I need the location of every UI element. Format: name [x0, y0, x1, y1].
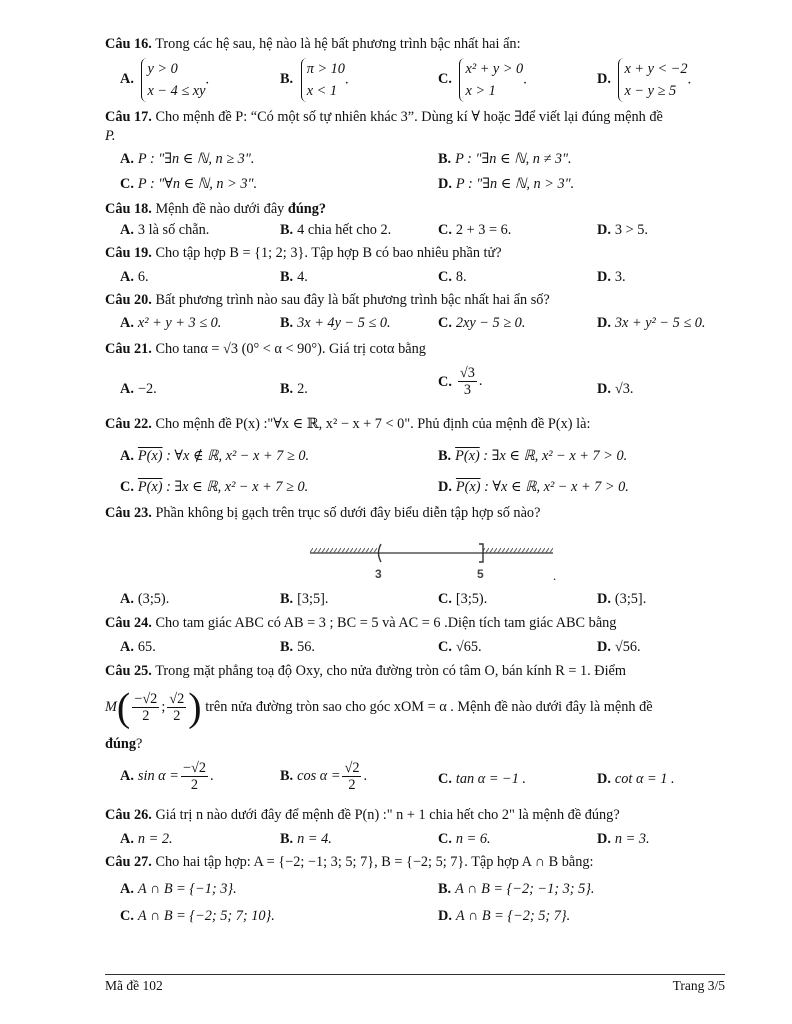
question-20: Câu 20. Bất phương trình nào sau đây là bất phương trình bậc nhất hai ẩn số?: [105, 292, 550, 308]
question-27: Câu 27. Cho hai tập hợp: A = {−2; −1; 3; 5; 7}, B = {−2; 5; 7}. Tập hợp A ∩ B bằng:: [105, 854, 594, 870]
question-23: Câu 23. Phần không bị gạch trên trục số dưới đây biểu diễn tập hợp số nào?: [105, 505, 541, 521]
option-18c: C. 2 + 3 = 6.: [438, 222, 512, 238]
question-24: Câu 24. Cho tam giác ABC có AB = 3 ; BC = 5 và AC = 6 .Diện tích tam giác ABC bằng: [105, 615, 617, 631]
hatched-left: [310, 548, 378, 553]
option-20b: B. 3x + 4y − 5 ≤ 0.: [280, 315, 391, 331]
question-16: [105, 35, 725, 53]
option-26d: D. n = 3.: [597, 831, 650, 847]
option-23b: B. [3;5].: [280, 591, 329, 607]
question-17: Câu 17. Cho mệnh đề P: “Có một số tự nhiên khác 3”. Dùng kí ∀ hoặc ∃để viết lại đúng mệnh đề: [105, 109, 663, 125]
option-21b: B. 2.: [280, 381, 308, 397]
option-21c: C. $\frac{√3}{3}$ .: [438, 365, 483, 398]
fraction: $\frac{√3}{3}$: [459, 365, 475, 398]
option-21a: A. −2.: [120, 381, 157, 397]
hatched-right: [483, 548, 553, 553]
option-16a: A. y > 0 x − 4 ≤ xy .: [120, 58, 209, 102]
option-24a: A. 65.: [120, 639, 156, 655]
option-16c: C. x² + y > 0 x > 1 .: [438, 58, 527, 102]
option-19c: C. 8.: [438, 269, 467, 285]
option-24c: C. √65.: [438, 639, 482, 655]
option-23a: A. (3;5).: [120, 591, 170, 607]
inequality-system: y > 0 x − 4 ≤ xy: [141, 58, 205, 102]
question-18: Câu 18. Mệnh đề nào dưới đây đúng?: [105, 201, 327, 217]
option-23d: D. (3;5].: [597, 591, 647, 607]
question-text: Trong các hệ sau, hệ nào là hệ bất phương trình bậc nhất hai ẩn:: [151, 36, 521, 52]
option-26b: B. n = 4.: [280, 831, 332, 847]
option-27c: C. A ∩ B = {−2; 5; 7; 10}.: [120, 908, 275, 924]
question-22: Câu 22. Cho mệnh đề P(x) :"∀x ∈ ℝ, x² − x + 7 < 0". Phủ định của mệnh đề P(x) là:: [105, 416, 591, 432]
option-18d: D. 3 > 5.: [597, 222, 648, 238]
exam-code: Mã đề 102: [105, 978, 163, 993]
option-22c: C. P(x) : ∃x ∈ ℝ, x² − x + 7 ≥ 0.: [120, 479, 309, 495]
option-25b: B. cos α = $\frac{√2}{2}$ .: [280, 760, 368, 793]
option-27a: A. A ∩ B = {−1; 3}.: [120, 881, 237, 897]
svg-text:.: .: [553, 568, 557, 583]
option-24d: D. √56.: [597, 639, 641, 655]
option-26c: C. n = 6.: [438, 831, 491, 847]
number-line-figure: [305, 536, 565, 584]
option-20c: C. 2xy − 5 ≥ 0.: [438, 315, 526, 331]
question-21: Câu 21. Cho tanα = √3 (0° < α < 90°). Giá trị cotα bằng: [105, 341, 426, 357]
option-17c: C. P : "∀n ∈ ℕ, n > 3".: [120, 176, 258, 192]
option-18b: B. 4 chia hết cho 2.: [280, 222, 392, 238]
option-23c: C. [3;5).: [438, 591, 488, 607]
option-22b: B. P(x) : ∃x ∈ ℝ, x² − x + 7 > 0.: [438, 448, 628, 464]
option-27d: D. A ∩ B = {−2; 5; 7}.: [438, 908, 571, 924]
inequality-system: π > 10 x < 1: [301, 58, 345, 102]
question-19: Câu 19. Cho tập hợp B = {1; 2; 3}. Tập hợp B có bao nhiêu phần tử?: [105, 245, 502, 261]
option-24b: B. 56.: [280, 639, 315, 655]
option-19b: B. 4.: [280, 269, 308, 285]
page-number: Trang 3/5: [672, 978, 725, 993]
tick-label-5: 5: [477, 567, 484, 581]
option-19d: D. 3.: [597, 269, 626, 285]
option-17b: B. P : "∃n ∈ ℕ, n ≠ 3".: [438, 151, 572, 167]
option-20d: D. 3x + y² − 5 ≤ 0.: [597, 315, 706, 331]
question-25: Câu 25. Trong mặt phẳng toạ độ Oxy, cho nửa đường tròn có tâm O, bán kính R = 1. Điểm: [105, 663, 627, 679]
option-18a: A. 3 là số chẵn.: [120, 222, 210, 238]
option-25d: D. cot α = 1 .: [597, 771, 675, 787]
option-16d: D. x + y < −2 x − y ≥ 5 .: [597, 58, 691, 102]
option-19a: A. 6.: [120, 269, 149, 285]
option-22a: A. P(x) : ∀x ∉ ℝ, x² − x + 7 ≥ 0.: [120, 448, 310, 464]
tick-label-3: 3: [375, 567, 382, 581]
option-16b: B. π > 10 x < 1 .: [280, 58, 349, 102]
option-22d: D. P(x) : ∀x ∈ ℝ, x² − x + 7 > 0.: [438, 479, 629, 495]
option-27b: B. A ∩ B = {−2; −1; 3; 5}.: [438, 881, 595, 897]
question-25-cont: đúng?: [105, 736, 143, 752]
option-25a: A. sin α = $\frac{-√2}{2}$ .: [120, 760, 214, 793]
option-20a: A. x² + y + 3 ≤ 0.: [120, 315, 222, 331]
question-26: Câu 26. Giá trị n nào dưới đây để mệnh đề P(n) :" n + 1 chia hết cho 2" là mệnh đề đúng?: [105, 807, 620, 823]
inequality-system: x + y < −2 x − y ≥ 5: [618, 58, 687, 102]
option-26a: A. n = 2.: [120, 831, 173, 847]
inequality-system: x² + y > 0 x > 1: [459, 58, 523, 102]
question-25-point: M( $\frac{-√2}{2}$ ; $\frac{√2}{2}$ ) trên nửa đường tròn sao cho góc xOM = α . Mệnh đề nào dưới đây là mệnh đề: [105, 684, 653, 730]
option-21d: D. √3.: [597, 381, 634, 397]
option-17d: D. P : "∃n ∈ ℕ, n > 3".: [438, 176, 575, 192]
question-17-cont: P.: [105, 128, 116, 144]
option-17a: A. P : "∃n ∈ ℕ, n ≥ 3".: [120, 151, 255, 167]
question-number: Câu 16.: [105, 36, 152, 52]
option-25c: C. tan α = −1 .: [438, 771, 526, 787]
page-footer: [105, 974, 725, 994]
